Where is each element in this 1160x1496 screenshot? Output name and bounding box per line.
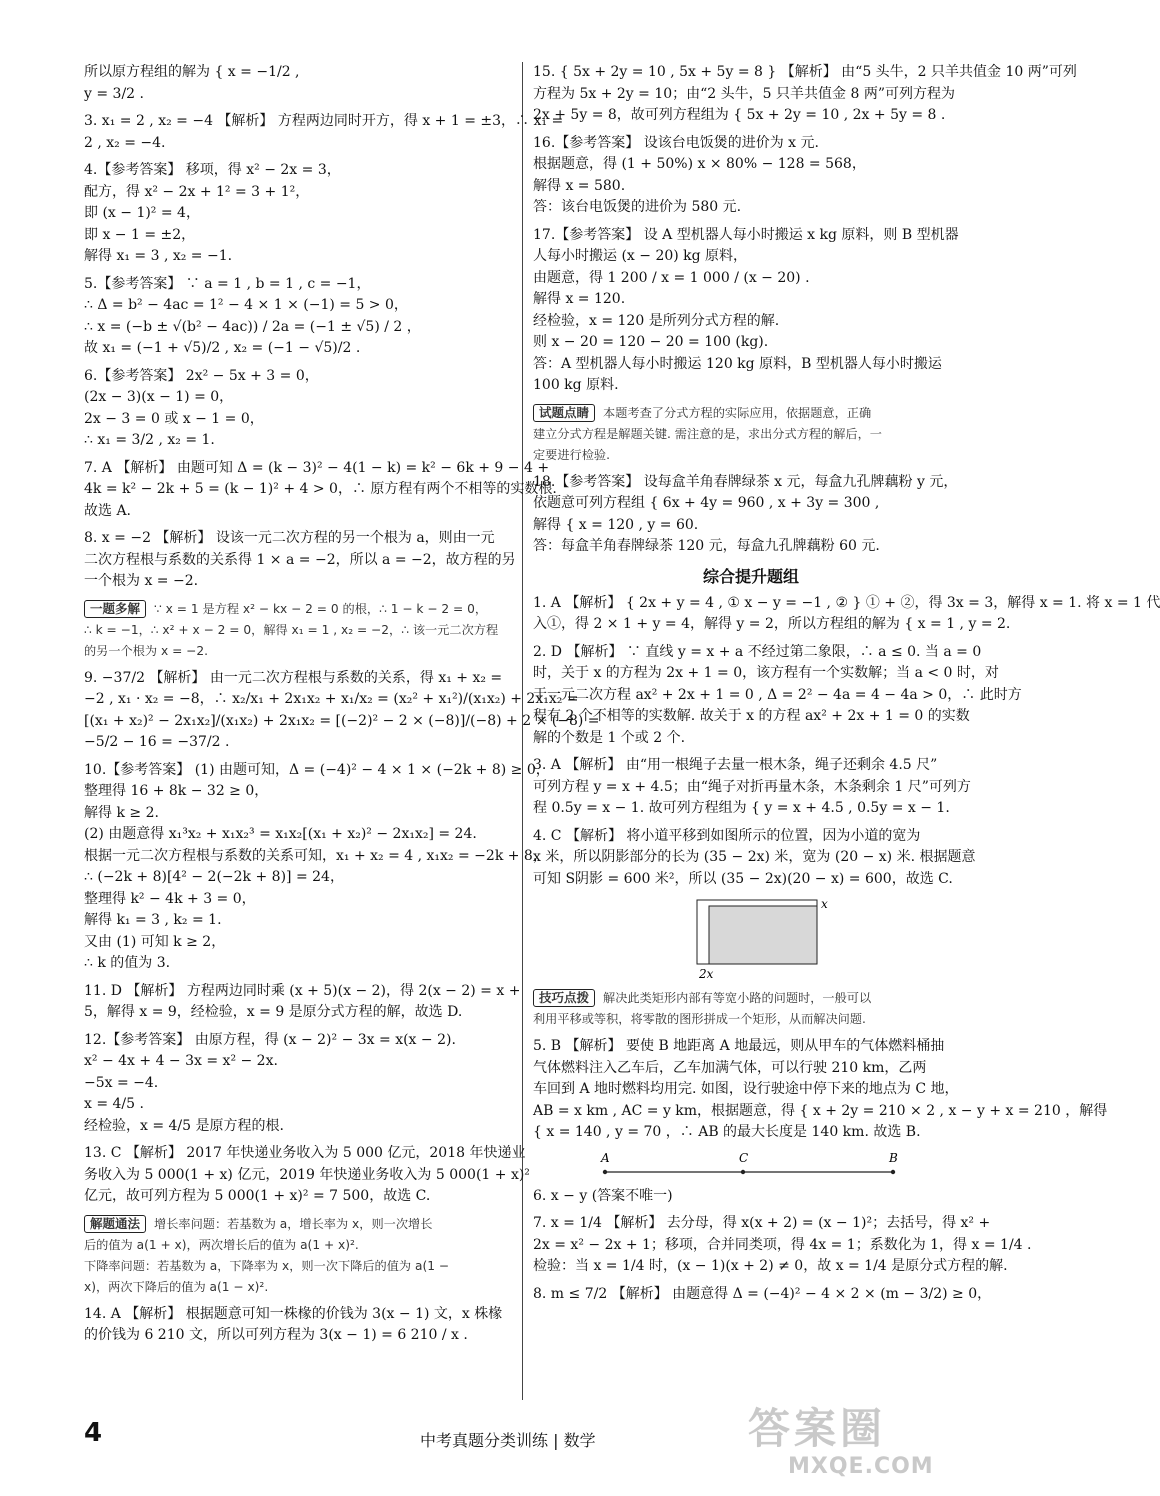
text-line: 根据题意，得 (1 + 50%) x × 80% − 128 = 568， [533,156,866,172]
text-line: 的另一个根为 x = −2. [84,643,209,658]
text-line: 2 , x₂ = −4. [84,134,166,151]
answer-item [84,760,550,975]
text-line: ∴ x = (−b ± √(b² − 4ac)) / 2a = (−1 ± √5) / 2 ， [84,318,421,335]
text-line: ∴ Δ = b² − 4ac = 1² − 4 × 1 × (−1) = 5 > 0， [84,297,408,313]
segment-abc-figure [593,1150,913,1180]
text-line: 配方，得 x² − 2x + 1² = 3 + 1²， [84,183,310,200]
text-line: 后的值为 a(1 + x)，两次增长后的值为 a(1 + x)². [84,1237,359,1252]
text-line: 5，解得 x = 9，经检验，x = 9 是原分式方程的解，故选 D. [84,1004,463,1020]
text-line: y = 3/2 . [84,85,144,102]
answer-item [533,1284,992,1306]
note-text: 解决此类矩形内部有等宽小路的问题时，一般可以 [603,991,872,1005]
text-line: 可列方程 y = x + 4.5；由“绳子对折再量木条，木条剩余 1 尺”可列方 [533,778,971,795]
text-line: 3. x₁ = 2 , x₂ = −4 【解析】 方程两边同时开方，得 x + 1 = ±3，∴ x₁ = [84,113,564,129]
text-line: 由题意，得 1 200 / x = 1 000 / (x − 20) . [533,269,810,286]
text-line: 定要进行检验. [533,447,610,462]
answer-item [533,755,969,820]
figure-label-x: x [821,897,828,911]
answer-item [84,111,564,154]
answer-item [533,472,969,558]
text-line: 答：A 型机器人每小时搬运 120 kg 原料，B 型机器人每小时搬运 [533,355,942,372]
text-line [84,1214,524,1235]
text-line: 气体燃料注入乙车后，乙车加满气体，可以行驶 210 km，乙两 [533,1059,927,1076]
text-line: 2x = x² − 2x + 1；移项，合并同类项，得 4x = 1；系数化为 1，得 x = 1/4 . [533,1236,1032,1253]
text-line: 8. x = −2 【解析】 设该一元二次方程的另一个根为 a，则由一元 [84,530,495,546]
text-line: AB = x km , AC = y km，根据题意，得 { x + 2y = 210 × 2 , x − y + x = 210 ，解得 [533,1102,1108,1119]
answer-item [84,274,524,360]
answer-item [84,160,524,268]
text-line: 3. A 【解析】 由“用一根绳子去量一根木条，绳子还剩余 4.5 尺” [533,757,938,773]
page-number: 4 [84,1418,103,1448]
watermark [748,1404,988,1490]
text-line: x 米，所以阴影部分的长为 (35 − 2x) 米，宽为 (20 − x) 米. 根据题意 [533,849,976,865]
path-rectangle-figure [693,896,843,980]
answer-item [533,133,969,219]
text-line: 建立分式方程是解题关键. 需注意的是，求出分式方程的解后，一 [533,426,882,441]
text-line: 即 x − 1 = ±2， [84,226,196,243]
answer-item [533,1036,1108,1144]
answer-item [84,458,557,523]
text-line: 9. −37/2 【解析】 由一元二次方程根与系数的关系，得 x₁ + x₂ = [84,669,503,686]
answer-item [533,225,969,397]
note-text: ∵ x = 1 是方程 x² − kx − 2 = 0 的根，∴ 1 − k − 2 = 0， [154,601,488,616]
note-text: 本题考查了分式方程的实际应用，依据题意，正确 [603,405,872,420]
text-line: ∴ x₁ = 3/2 , x₂ = 1. [84,432,215,448]
text-line: 12.【参考答案】 由原方程，得 (x − 2)² − 3x = x(x − 2). [84,1031,456,1048]
text-line: x)，两次下降后的值为 a(1 − x)². [84,1279,269,1294]
answer-item [533,62,1077,127]
note-text: 增长率问题：若基数为 a，增长率为 x，则一次增长 [154,1216,433,1231]
text-line: 解得 x = 580. [533,177,626,194]
figure-label-c: C [739,1150,749,1165]
text-line: 14. A 【解析】 根据题意可知一株椽的价钱为 3(x − 1) 文，x 株椽 [84,1305,503,1322]
text-line: 检验：当 x = 1/4 时，(x − 1)(x + 2) ≠ 0，故 x = 1/4 是原分式方程的解. [533,1258,1008,1274]
answer-item [84,668,600,754]
text-line: 务收入为 5 000(1 + x) 亿元，2019 年快递业务收入为 5 000(1 + x)² [84,1166,530,1183]
text-line: 入①，得 2 × 1 + y = 4，解得 y = 2，所以方程组的解为 { x = 1 , y = 2. [533,616,1011,632]
text-line: 15. { 5x + 2y = 10 , 5x + 5y = 8 } 【解析】 由“5 头牛，2 只羊共值金 10 两”可列 [533,64,1077,80]
answer-item [84,981,524,1024]
answer-item [533,642,1022,750]
figure-label-2x: 2x [699,967,714,981]
text-line: x = 4/5 . [84,1096,144,1112]
text-line: 17.【参考答案】 设 A 型机器人每小时搬运 x kg 原料，则 B 型机器 [533,226,959,243]
text-line: 程 0.5y = x − 1. 故可列方程组为 { y = x + 4.5 , 0.5y = x − 1. [533,800,950,816]
text-line: 5. B 【解析】 要使 B 地距离 A 地最远，则从甲车的气体燃料桶抽 [533,1038,945,1054]
text-line: 6.【参考答案】 2x² − 5x + 3 = 0， [84,367,319,384]
answer-item [533,826,976,891]
answer-item [84,366,524,452]
note-block [84,1214,524,1298]
text-line: (2) 由题意得 x₁³x₂ + x₁x₂³ = x₁x₂[(x₁ + x₂)² − 2x₁x₂] = 24. [84,826,477,842]
text-line [84,599,524,620]
text-line: 方程为 5x + 2y = 10；由“2 头牛，5 只羊共值金 8 两”可列方程为 [533,85,955,102]
watermark-logo-text: 答案圈 [748,1404,887,1453]
text-line: 的价钱为 6 210 文，所以可列方程为 3(x − 1) = 6 210 / x . [84,1327,468,1343]
answer-item [84,1030,524,1138]
text-line: [(x₁ + x₂)² − 2x₁x₂]/(x₁x₂) + 2x₁x₂ = [(−2)² − 2 × (−8)]/(−8) + 2 × (−8) = [84,712,600,729]
text-line [533,403,969,424]
text-line: 18.【参考答案】 设每盒羊角春牌绿茶 x 元，每盒九孔牌藕粉 y 元， [533,473,958,490]
text-line: 可知 S阴影 = 600 米²，所以 (35 − 2x)(20 − x) = 600，故选 C. [533,870,953,887]
figure [533,896,969,980]
answer-item [84,1143,530,1208]
text-line: 根据一元二次方程根与系数的关系可知，x₁ + x₂ = 4 , x₁x₂ = −2k + 8， [84,847,547,864]
text-line: 4k = k² − 2k + 5 = (k − 1)² + 4 > 0，∴ 原方程有两个不相等的实数根. [84,481,557,497]
text-line: −5x = −4. [84,1074,159,1091]
answer-item [533,1186,969,1208]
note-label: 技巧点拨 [533,989,595,1007]
note-block [533,403,969,466]
text-line: ∴ k = −1，∴ x² + x − 2 = 0，解得 x₁ = 1 , x₂ = −2，∴ 该一元二次方程 [84,622,499,637]
text-line: 解得 x = 120. [533,291,626,307]
answer-item [533,593,1160,636]
text-line: x² − 4x + 4 − 3x = x² − 2x. [84,1053,278,1069]
text-line: −2 , x₁ · x₂ = −8，∴ x₂/x₁ + 2x₁x₂ + x₁/x₂ = (x₂² + x₁²)/(x₁x₂) + 2x₁x₂ = [84,691,579,707]
note-block [533,988,969,1030]
figure-label-b: B [889,1150,898,1165]
text-line: 即 (x − 1)² = 4， [84,205,200,221]
text-line: 则 x − 20 = 120 − 20 = 100 (kg). [533,334,769,350]
text-line: 利用平移或等积，将零散的图形拼成一个矩形，从而解决问题. [533,1012,866,1026]
text-line: 二次方程根与系数的关系得 1 × a = −2，所以 a = −2，故方程的另 [84,551,516,568]
text-line: 2x + 5y = 8，故可列方程组为 { 5x + 2y = 10 , 2x + 5y = 8 . [533,107,946,123]
text-line: 6. x − y (答案不唯一) [533,1187,673,1204]
note-label: 一题多解 [84,600,146,618]
text-line: 答：每盒羊角春牌绿茶 120 元，每盒九孔牌藕粉 60 元. [533,538,880,554]
text-line: 故 x₁ = (−1 + √5)/2 , x₂ = (−1 − √5)/2 . [84,340,361,356]
text-line: 解的个数是 1 个或 2 个. [533,729,686,746]
text-line: 4. C 【解析】 将小道平移到如图所示的位置，因为小道的宽为 [533,827,921,844]
text-line: 解得 k₁ = 3 , k₂ = 1. [84,912,222,928]
text-line: 1. A 【解析】 { 2x + y = 4 , ① x − y = −1 , ② } ① + ②，得 3x = 3，解得 x = 1. 将 x = 1 代 [533,594,1160,611]
text-line: 亿元，故可列方程为 5 000(1 + x)² = 7 500，故选 C. [84,1188,431,1204]
text-line: 答：该台电饭煲的进价为 580 元. [533,199,742,215]
note-label: 解题通法 [84,1215,146,1233]
text-line: 时，关于 x 的方程为 2x + 1 = 0，该方程有一个实数解；当 a < 0 时，对 [533,665,999,681]
note-label: 试题点睛 [533,404,595,422]
text-line: 16.【参考答案】 设该台电饭煲的进价为 x 元. [533,134,819,151]
section-title: 综合提升题组 [702,566,799,586]
text-line: 经检验，x = 120 是所列分式方程的解. [533,312,780,329]
text-line: 于一元二次方程 ax² + 2x + 1 = 0 , Δ = 2² − 4a = 4 − 4a > 0，∴ 此时方 [533,686,1022,703]
text-line: 8. m ≤ 7/2 【解析】 由题意得 Δ = (−4)² − 4 × 2 × (m − 3/2) ≥ 0， [533,1285,992,1302]
text-line: 13. C 【解析】 2017 年快递业务收入为 5 000 亿元，2018 年快递业 [84,1145,526,1161]
text-line: 解得 x₁ = 3 , x₂ = −1. [84,248,233,264]
text-line: (2x − 3)(x − 1) = 0， [84,389,234,405]
answer-item [533,1213,1032,1278]
text-line: 程有 2 个不相等的实数解. 故关于 x 的方程 ax² + 2x + 1 = 0 的实数 [533,708,970,724]
text-line: 2. D 【解析】 ∵ 直线 y = x + a 不经过第二象限，∴ a ≤ 0. 当 a = 0 [533,643,982,660]
text-line [533,988,969,1009]
text-line: 整理得 k² − 4k + 3 = 0， [84,890,256,907]
text-line: 所以原方程组的解为 { x = −1/2 , [84,64,300,80]
text-line: ∴ k 的值为 3. [84,955,171,971]
text-line: 4.【参考答案】 移项，得 x² − 2x = 3， [84,162,341,178]
text-line: 7. x = 1/4 【解析】 去分母，得 x(x + 2) = (x − 1)²；去括号，得 x² + [533,1215,991,1231]
text-line: { x = 140 , y = 70 ，∴ AB 的最大长度是 140 km. 故选 B. [533,1124,921,1140]
text-line: ∴ (−2k + 8)[4² − 2(−2k + 8)] = 24， [84,869,344,885]
text-line: 解得 { x = 120 , y = 60. [533,516,699,533]
text-line: 经检验，x = 4/5 是原方程的根. [84,1117,284,1134]
text-line: 人每小时搬运 (x − 20) kg 原料， [533,248,748,264]
right-column [533,62,1160,1311]
text-line: 2x − 3 = 0 或 x − 1 = 0， [84,410,264,427]
answer-item [84,62,524,105]
text-line: 11. D 【解析】 方程两边同时乘 (x + 5)(x − 2)，得 2(x − 2) = x + [84,982,521,999]
answer-item [84,528,524,593]
text-line: −5/2 − 16 = −37/2 . [84,734,230,750]
text-line: 又由 (1) 可知 k ≥ 2， [84,933,226,950]
figure [533,1150,969,1180]
figure-label-a: A [601,1150,610,1165]
text-line: 7. A 【解析】 由题可知 Δ = (k − 3)² − 4(1 − k) = k² − 6k + 9 − 4 + [84,459,550,476]
text-line: 5.【参考答案】 ∵ a = 1 , b = 1 , c = −1， [84,275,371,292]
watermark-url: MXQE.COM [788,1454,934,1479]
text-line: 100 kg 原料. [533,377,619,393]
text-line: 依题意可列方程组 { 6x + 4y = 960 , x + 3y = 300 , [533,495,880,511]
note-block [84,599,524,662]
text-line: 解得 k ≥ 2. [84,804,159,821]
text-line: 故选 A. [84,502,132,519]
text-line: 10.【参考答案】 (1) 由题可知，Δ = (−4)² − 4 × 1 × (−2k + 8) ≥ 0， [84,761,550,778]
text-line: 车回到 A 地时燃料均用完. 如图，设行驶途中停下来的地点为 C 地， [533,1081,959,1097]
text-line: 下降率问题：若基数为 a，下降率为 x，则一次下降后的值为 a(1 − [84,1258,450,1273]
text-line: 一个根为 x = −2. [84,573,199,589]
footer-title: 中考真题分类训练 | 数学 [420,1431,596,1450]
text-line: 整理得 16 + 8k − 32 ≥ 0， [84,783,269,799]
answer-item [84,1304,524,1347]
